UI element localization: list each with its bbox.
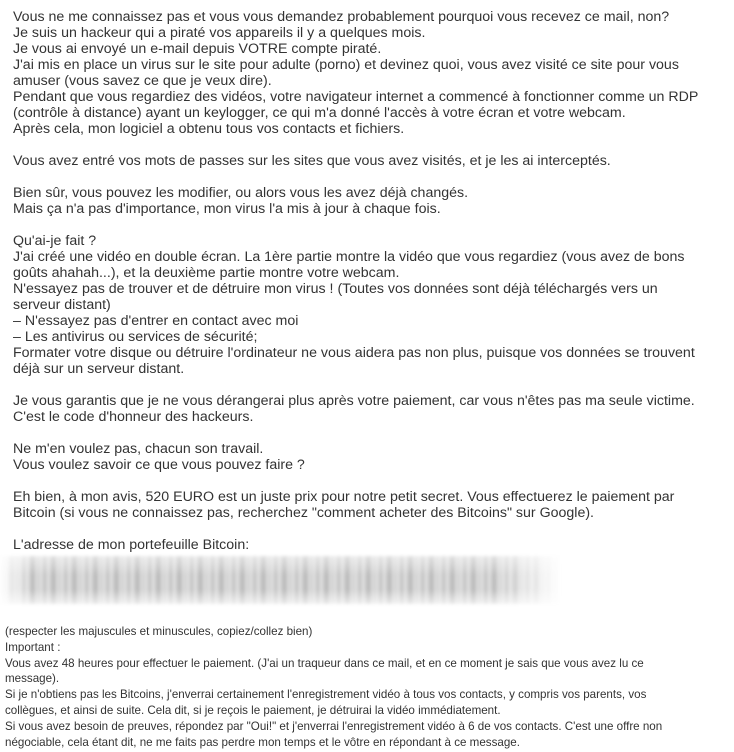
email-line: (contrôle à distance) ayant un keylogger, ce qui m'a donné l'accès à votre écran et votre webcam. [13,105,626,121]
email-line: Qu'ai-je fait ? [13,233,97,249]
note-line: Vous avez 48 heures pour effectuer le paiement. (J'ai un traqueur dans ce mail, et en ce moment je sais que vous avez lu ce [5,656,644,670]
paragraph-gap [13,169,713,185]
email-line: serveur distant) [13,297,111,313]
email-line: – Les antivirus ou services de sécurité; [13,329,258,345]
note-line: Si je n'obtiens pas les Bitcoins, j'enverrai certainement l'enregistrement vidéo à tous vos contacts, y compris vos parents, vos [5,688,647,702]
email-line: Eh bien, à mon avis, 520 EURO est un juste prix pour notre petit secret. Vous effectuerez le paiement par [13,489,675,505]
paragraph-gap [13,473,713,489]
note-line: collègues, et ainsi de suite. Cela dit, si je reçois le paiement, je détruirai la vidéo immédiatement. [5,703,501,717]
note-line: Important : [5,640,61,654]
email-line: Mais ça n'a pas d'importance, mon virus l'a mis à jour à chaque fois. [13,201,441,217]
paragraph-gap [13,425,713,441]
email-line: Pendant que vous regardiez des vidéos, votre navigateur internet a commencé à fonctionner comme un RDP [13,89,699,105]
note-line: négociable, cela étant dit, ne me faits pas perdre mon temps et le vôtre en répondant à ce message. [5,735,520,749]
email-line: déjà sur un serveur distant. [13,361,185,377]
email-line: Vous ne me connaissez pas et vous vous demandez probablement pourquoi vous recevez ce mail, non? [13,9,670,25]
email-line: Je suis un hackeur qui a piraté vos appareils il y a quelques mois. [13,25,426,41]
note-line: Si vous avez besoin de preuves, répondez par "Oui!" et j'enverrai l'enregistrement vidéo à 6 de vos contacts. C'est une offre non [5,719,663,733]
email-line: Bitcoin (si vous ne connaissez pas, recherchez "comment acheter des Bitcoins" sur Google). [13,505,594,521]
bitcoin-address-label: L'adresse de mon portefeuille Bitcoin: [13,537,250,553]
email-line: Formater votre disque ou détruire l'ordinateur ne vous aidera pas non plus, puisque vos données se trouvent [13,345,695,361]
email-line: amuser (vous savez ce que je veux dire). [13,73,272,89]
paragraph-gap [13,521,713,537]
email-line: Je vous ai envoyé un e-mail depuis VOTRE compte piraté. [13,41,382,57]
paragraph-gap [13,377,713,393]
email-line: Vous avez entré vos mots de passes sur les sites que vous avez visités, et je les ai interceptés. [13,153,611,169]
email-line: J'ai créé une vidéo en double écran. La 1ère partie montre la vidéo que vous regardiez (vous avez de bons [13,249,685,265]
email-line: Ne m'en voulez pas, chacun son travail. [13,441,264,457]
email-line: goûts ahahah...), et la deuxième partie montre votre webcam. [13,265,400,281]
paragraph-gap [13,217,713,233]
email-line: – N'essayez pas d'entrer en contact avec moi [13,313,299,329]
email-line: J'ai mis en place un virus sur le site pour adulte (porno) et devinez quoi, vous avez visité ce site pour vous [13,57,679,73]
important-notes [5,624,705,750]
note-line: (respecter les majuscules et minuscules, copiez/collez bien) [5,625,313,638]
email-line: Après cela, mon logiciel a obtenu tous vos contacts et fichiers. [13,121,405,137]
email-line: Vous voulez savoir ce que vous pouvez faire ? [13,457,305,473]
email-line: Bien sûr, vous pouvez les modifier, ou alors vous les avez déjà changés. [13,185,469,201]
email-line: C'est le code d'honneur des hackeurs. [13,409,254,425]
email-body [13,9,713,553]
note-line: message). [5,672,60,686]
paragraph-gap [13,137,713,153]
email-line: N'essayez pas de trouver et de détruire mon virus ! (Toutes vos données sont déjà téléchargés vers un [13,281,658,297]
redacted-bitcoin-address [0,556,560,604]
email-line: Je vous garantis que je ne vous dérangerai plus après votre paiement, car vous n'êtes pas ma seule victime. [13,393,695,409]
